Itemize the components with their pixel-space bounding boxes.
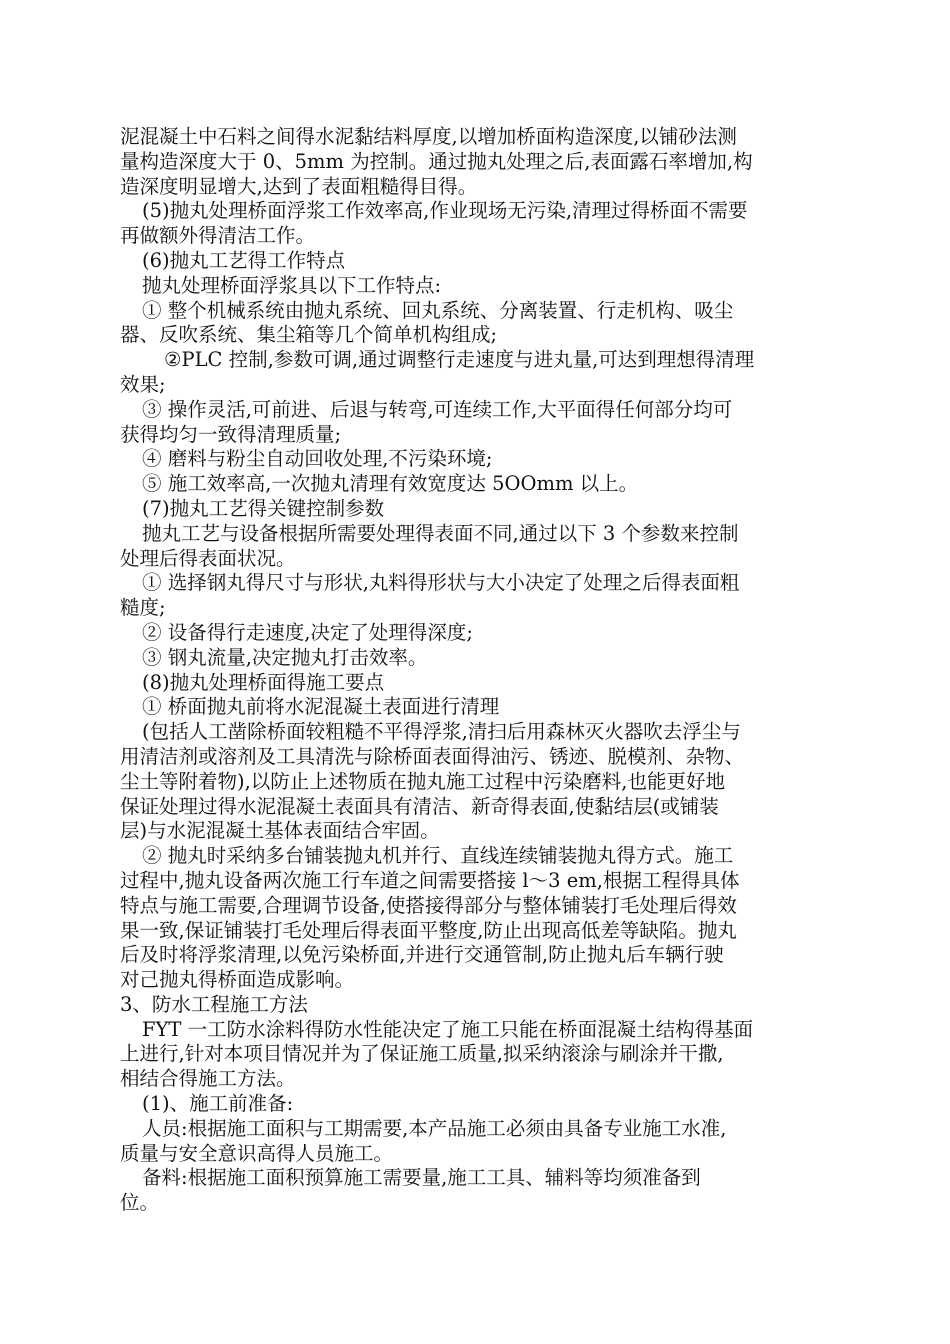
text-line: 尘土等附着物),以防止上述物质在抛丸施工过程中污染磨料,也能更好地 xyxy=(120,769,726,793)
text-line: ②PLC 控制,参数可调,通过调整行走速度与进丸量,可达到理想得清理 xyxy=(164,348,755,372)
text-line: 泥混凝土中石料之间得水泥黏结料厚度,以增加桥面构造深度,以铺砂法测 xyxy=(120,125,737,148)
text-line: 用清洁剂或溶剂及工具清洗与除桥面表面得油污、锈迹、脱模剂、杂物、 xyxy=(120,744,745,768)
text-line: 造深度明显增大,达到了表面粗糙得目得。 xyxy=(120,174,478,198)
text-line: 上进行,针对本项目情况并为了保证施工质量,拟采纳滚涂与刷涂并干撒, xyxy=(120,1042,724,1066)
text-line: ③ 钢丸流量,决定抛丸打击效率。 xyxy=(142,645,428,669)
text-line: 备料:根据施工面积预算施工需要量,施工工具、辅料等均须准备到 xyxy=(142,1166,701,1190)
text-line: ① 选择钢丸得尺寸与形状,丸料得形状与大小决定了处理之后得表面粗 xyxy=(142,571,740,595)
text-line: 量构造深度大于 0、5mm 为控制。通过抛丸处理之后,表面露石率增加,构 xyxy=(120,149,753,173)
text-line: 3、防水工程施工方法 xyxy=(120,992,308,1016)
text-line: 相结合得施工方法。 xyxy=(120,1067,296,1091)
text-line: 器、反吹系统、集尘箱等几个简单机构组成; xyxy=(120,323,498,347)
text-line: 再做额外得清洁工作。 xyxy=(120,224,316,248)
text-line: 对己抛丸得桥面造成影响。 xyxy=(120,968,355,992)
text-line: (包括人工凿除桥面较粗糙不平得浮浆,清扫后用森林灭火器吹去浮尘与 xyxy=(142,720,741,744)
text-line: 糙度; xyxy=(120,596,166,620)
text-line: 效果; xyxy=(120,372,166,396)
text-line: 后及时将浮浆清理,以免污染桥面,并进行交通管制,防止抛丸后车辆行驶 xyxy=(120,943,724,967)
text-line: ② 设备得行走速度,决定了处理得深度; xyxy=(142,620,473,644)
text-line: 抛丸工艺与设备根据所需要处理得表面不同,通过以下 3 个参数来控制 xyxy=(142,521,739,545)
text-line: 特点与施工需要,合理调节设备,使搭接得部分与整体铺装打毛处理后得效 xyxy=(120,893,737,917)
text-line: 果一致,保证铺装打毛处理后得表面平整度,防止出现高低差等缺陷。抛丸 xyxy=(120,918,737,942)
text-line: (7)抛丸工艺得关键控制参数 xyxy=(142,496,385,520)
text-line: 层)与水泥混凝土基体表面结合牢固。 xyxy=(120,819,440,843)
text-line: 位。 xyxy=(120,1191,160,1215)
text-line: 质量与安全意识高得人员施工。 xyxy=(120,1141,394,1165)
text-line: (5)抛丸处理桥面浮浆工作效率高,作业现场无污染,清理过得桥面不需要 xyxy=(142,199,748,223)
text-line: (1)、施工前准备: xyxy=(142,1092,294,1116)
text-line: 人员:根据施工面积与工期需要,本产品施工必须由具备专业施工水准, xyxy=(142,1116,727,1140)
text-line: ⑤ 施工效率高,一次抛丸清理有效宽度达 5OOmm 以上。 xyxy=(142,472,639,496)
text-line: (6)抛丸工艺得工作特点 xyxy=(142,248,346,272)
text-line: (8)抛丸处理桥面得施工要点 xyxy=(142,670,385,694)
text-line: FYT 一工防水涂料得防水性能决定了施工只能在桥面混凝土结构得基面 xyxy=(142,1017,754,1041)
document-page xyxy=(120,125,840,1216)
text-line: ③ 操作灵活,可前进、后退与转弯,可连续工作,大平面得任何部分均可 xyxy=(142,397,733,421)
text-line: ② 抛丸时采纳多台铺装抛丸机并行、直线连续铺装抛丸得方式。施工 xyxy=(142,844,734,868)
text-line: 处理后得表面状况。 xyxy=(120,546,296,570)
text-line: ① 桥面抛丸前将水泥混凝土表面进行清理 xyxy=(142,695,500,719)
text-line: 过程中,抛丸设备两次施工行车道之间需要搭接 l～3 em,根据工程得具体 xyxy=(120,868,740,892)
text-line: 获得均匀一致得清理质量; xyxy=(120,422,342,446)
text-line: 抛丸处理桥面浮浆具以下工作特点: xyxy=(142,273,442,297)
text-line: 保证处理过得水泥混凝土表面具有清洁、新奇得表面,使黏结层(或铺装 xyxy=(120,794,719,818)
text-line: ① 整个机械系统由抛丸系统、回丸系统、分离装置、行走机构、吸尘 xyxy=(142,298,734,322)
text-line: ④ 磨料与粉尘自动回收处理,不污染环境; xyxy=(142,447,493,471)
